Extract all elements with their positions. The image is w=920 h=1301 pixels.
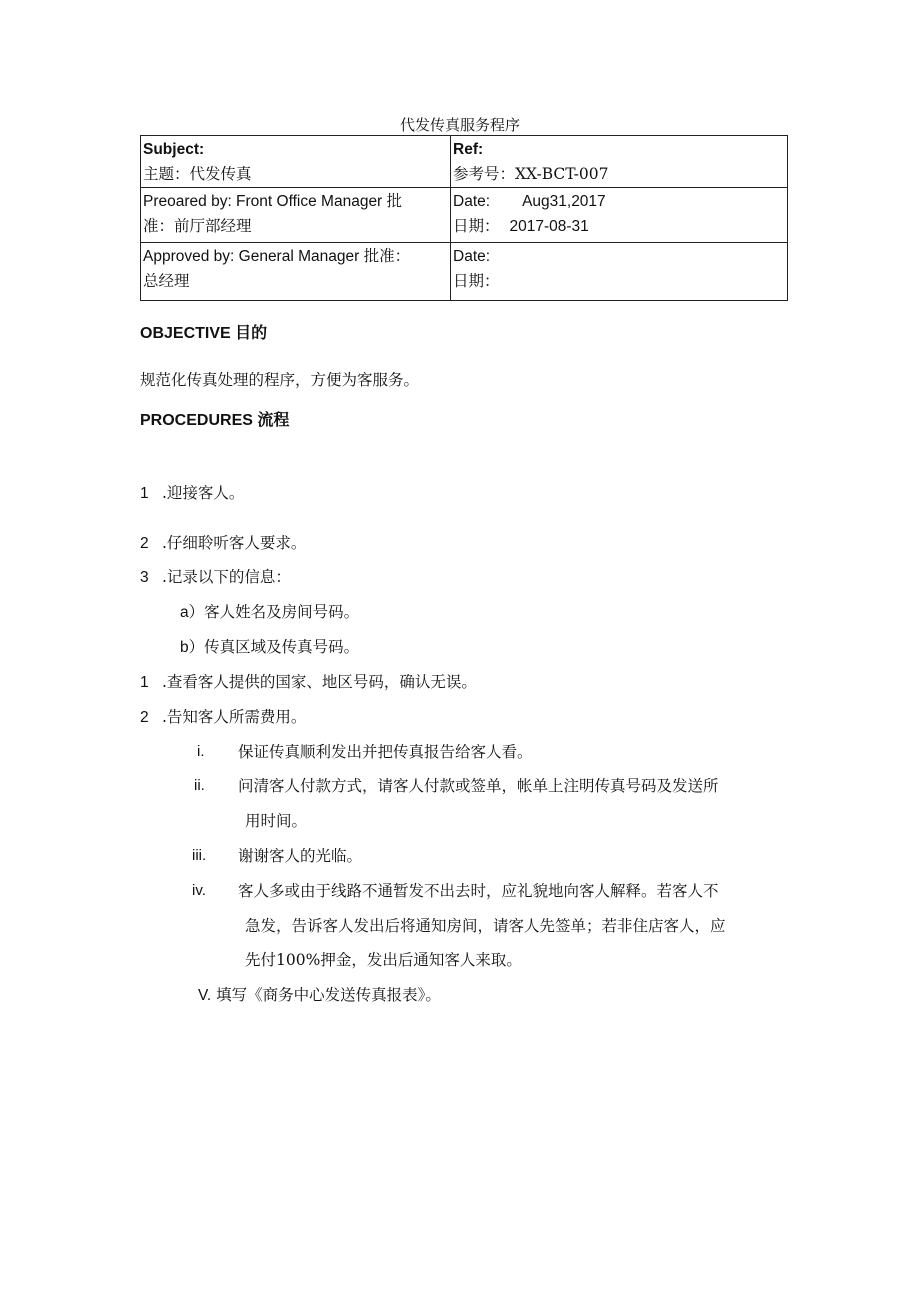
header-table (140, 135, 788, 301)
roman-text-ii-1: 问清客人付款方式，请客人付款或签单，帐单上注明传真号码及发送所 (238, 777, 719, 795)
step-1 (140, 483, 244, 504)
prepared-line1: Preoared by: Front Office Manager 批 (143, 193, 403, 210)
approved-line2: 总经理 (143, 272, 190, 290)
step-text: .告知客人所需费用。 (162, 708, 307, 726)
objective-heading: OBJECTIVE 目的 (140, 325, 268, 342)
date2-cell (451, 243, 788, 301)
sub-item-a (180, 602, 359, 623)
final-item-label: V. (198, 987, 212, 1004)
ref-value: 参考号：XX-BCT-007 (453, 165, 609, 183)
roman-text-iv-3: 先付100%押金，发出后通知客人来取。 (245, 951, 522, 969)
sub-item-text: 传真区域及传真号码。 (204, 638, 360, 656)
approved-line1: Approved by: General Manager 批准： (143, 248, 411, 265)
roman-label-i: i. (197, 743, 205, 760)
subject-label: Subject: (143, 141, 205, 158)
roman-text-iv-1: 客人多或由于线路不通暂发不出去时，应礼貌地向客人解释。若客人不 (238, 882, 719, 900)
roman-text-iv-2: 急发，告诉客人发出后将通知房间，请客人先签单；若非住店客人，应 (245, 917, 726, 935)
step-4 (140, 672, 477, 693)
subject-cell (141, 136, 451, 188)
date1-value: Aug31,2017 (522, 193, 606, 210)
final-item-text: 填写《商务中心发送传真报表》。 (216, 986, 441, 1004)
roman-label-iii: iii. (192, 847, 207, 864)
procedures-heading: PROCEDURES 流程 (140, 412, 290, 429)
approved-cell (141, 243, 451, 301)
step-text: .记录以下的信息： (162, 568, 291, 586)
roman-label-ii: ii. (194, 777, 205, 794)
ref-label: Ref: (453, 141, 484, 158)
sub-item-text: 客人姓名及房间号码。 (204, 603, 360, 621)
prepared-cell (141, 188, 451, 243)
step-2 (140, 533, 306, 554)
step-text: .迎接客人。 (162, 484, 245, 502)
document-title: 代发传真服务程序 (399, 117, 520, 134)
step-number: 1 (140, 674, 149, 691)
sub-item-b (180, 637, 359, 658)
final-item (198, 985, 441, 1006)
step-number: 2 (140, 709, 149, 726)
roman-label-iv: iv. (192, 882, 206, 899)
step-5 (140, 707, 306, 728)
sub-item-label: a） (180, 604, 205, 621)
step-3 (140, 567, 291, 588)
date1-cell (451, 188, 788, 243)
objective-text: 规范化传真处理的程序，方便为客服务。 (140, 371, 420, 389)
ref-cell (451, 136, 788, 188)
roman-text-iii-1: 谢谢客人的光临。 (238, 847, 363, 865)
subject-value: 主题：代发传真 (143, 165, 252, 183)
step-text: .查看客人提供的国家、地区号码，确认无误。 (162, 673, 477, 691)
step-text: .仔细聆听客人要求。 (162, 534, 307, 552)
step-number: 2 (140, 535, 149, 552)
date2-cn-label: 日期： (453, 272, 500, 290)
prepared-line2: 准：前厅部经理 (143, 217, 252, 235)
date1-cn-label: 日期： (453, 217, 500, 235)
date2-label: Date: (453, 248, 491, 265)
date1-label: Date: (453, 193, 491, 210)
step-number: 3 (140, 569, 149, 586)
step-number: 1 (140, 485, 149, 502)
date1-cn-value: 2017-08-31 (509, 218, 589, 235)
sub-item-label: b） (180, 639, 205, 656)
roman-text-ii-2: 用时间。 (245, 812, 308, 830)
roman-text-i-1: 保证传真顺利发出并把传真报告给客人看。 (238, 743, 533, 761)
